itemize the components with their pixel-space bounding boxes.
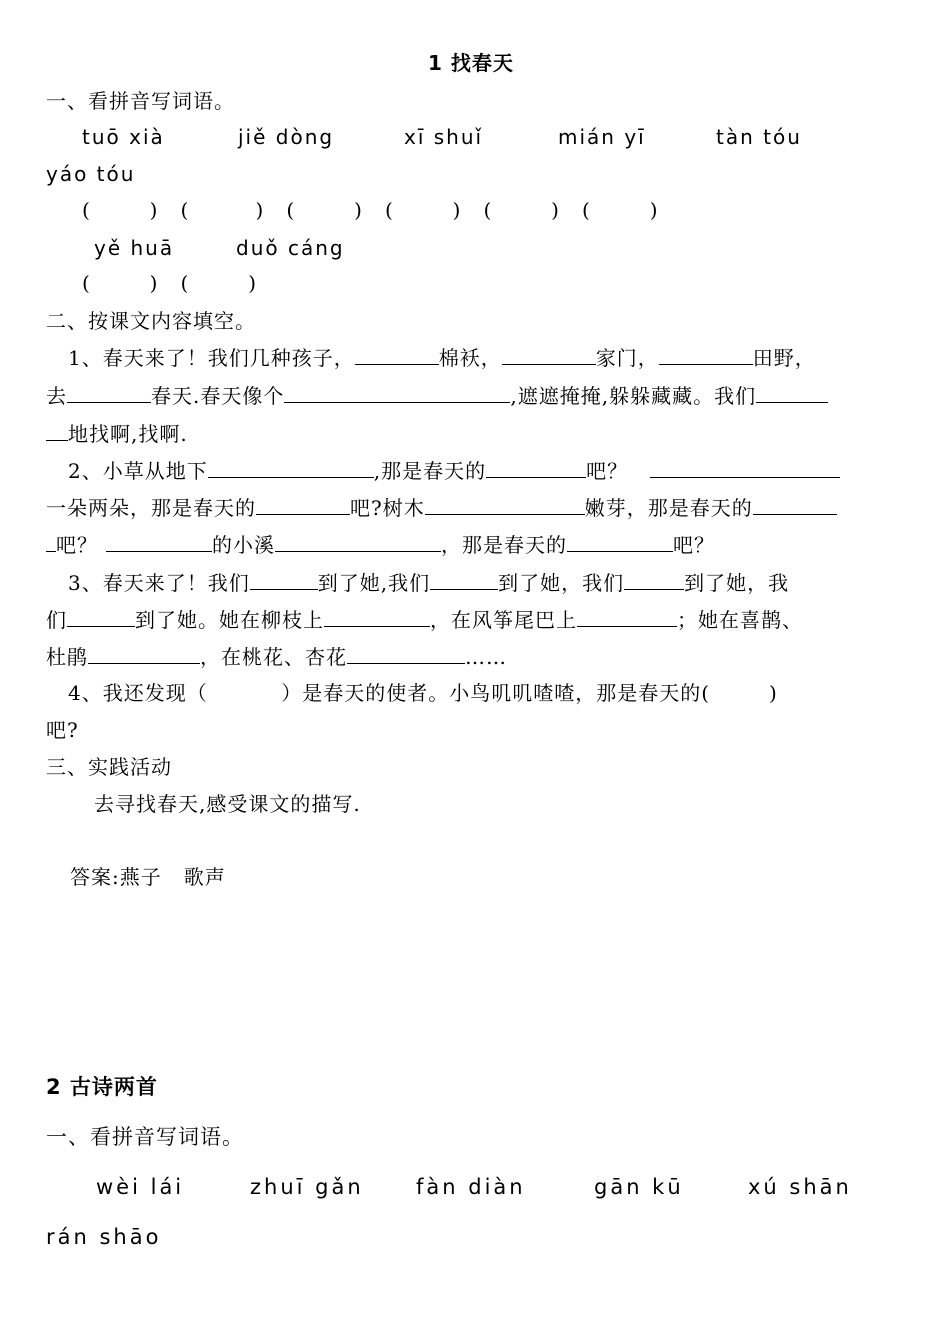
blank[interactable] xyxy=(425,494,585,515)
blank[interactable] xyxy=(753,494,837,515)
blank[interactable] xyxy=(275,531,441,552)
blank[interactable] xyxy=(284,382,510,403)
fill-paragraph-1-line3 xyxy=(46,420,188,447)
fill-paragraph-4-line1[interactable]: 4、我还发现（ ）是春天的使者。小鸟叽叽喳喳，那是春天的( ) xyxy=(68,681,778,705)
section1-q2-heading: 二、按课文内容填空。 xyxy=(46,309,256,333)
pinyin-item: rán shāo xyxy=(46,1225,162,1249)
text: 到了她。她在柳枝上 xyxy=(135,608,324,632)
blank[interactable] xyxy=(567,531,673,552)
pinyin-item: mián yī xyxy=(558,125,646,149)
blank[interactable] xyxy=(650,457,840,478)
answer-brackets-row[interactable]: ( ) ( ) ( ) ( ) ( ) ( ) xyxy=(82,198,659,222)
blank[interactable] xyxy=(67,606,135,627)
blank[interactable] xyxy=(67,382,151,403)
text: 春天.春天像个 xyxy=(151,384,285,408)
text: 到了她，我 xyxy=(684,571,790,595)
pinyin-item: wèi lái xyxy=(96,1175,185,1199)
blank[interactable] xyxy=(256,494,350,515)
answer-brackets-row[interactable]: ( ) ( ) xyxy=(82,271,258,295)
text: 一朵两朵，那是春天的 xyxy=(46,496,256,520)
text: ，在风筝尾巴上 xyxy=(430,608,577,632)
blank[interactable] xyxy=(502,344,596,365)
blank[interactable] xyxy=(659,344,753,365)
fill-paragraph-1-line2 xyxy=(46,382,828,409)
blank[interactable] xyxy=(250,569,318,590)
text: 杜鹃 xyxy=(46,645,88,669)
blank[interactable] xyxy=(624,569,684,590)
text: ，在桃花、杏花 xyxy=(200,645,347,669)
fill-paragraph-3-line1 xyxy=(68,569,789,596)
practice-activity-text: 去寻找春天,感受课文的描写. xyxy=(94,792,361,816)
text: 田野， xyxy=(752,346,816,370)
text: 2、小草从地下 xyxy=(68,459,208,483)
text: 家门， xyxy=(595,346,659,370)
blank[interactable] xyxy=(347,643,465,664)
blank[interactable] xyxy=(324,606,430,627)
pinyin-item: yáo tóu xyxy=(46,162,136,186)
pinyin-item: jiě dòng xyxy=(238,125,335,149)
blank[interactable] xyxy=(355,344,439,365)
fill-paragraph-2-line1 xyxy=(68,457,840,484)
blank[interactable] xyxy=(486,457,586,478)
text: 的小溪 xyxy=(212,533,275,557)
fill-paragraph-4-line2: 吧? xyxy=(46,718,79,742)
text: ,遮遮掩掩,躲躲藏藏。我们 xyxy=(510,384,757,408)
text: …… xyxy=(465,645,507,669)
text: 吧？ xyxy=(56,533,98,557)
text: 3、春天来了！我们 xyxy=(68,571,250,595)
blank[interactable] xyxy=(577,606,677,627)
pinyin-item: tuō xià xyxy=(82,125,165,149)
fill-paragraph-2-line2 xyxy=(46,494,837,521)
text: 地找啊,找啊. xyxy=(68,422,188,446)
pinyin-item: yě huā xyxy=(94,236,175,260)
text: 棉袄， xyxy=(438,346,502,370)
pinyin-item: fàn diàn xyxy=(416,1175,526,1199)
blank[interactable] xyxy=(106,531,212,552)
blank[interactable] xyxy=(46,531,56,552)
fill-paragraph-1-line1 xyxy=(68,344,816,371)
pinyin-item: duǒ cáng xyxy=(236,236,345,260)
text: ，那是春天的 xyxy=(441,533,567,557)
blank[interactable] xyxy=(756,382,828,403)
blank[interactable] xyxy=(46,420,68,441)
text: 们 xyxy=(46,608,67,632)
pinyin-item: xú shān xyxy=(748,1175,852,1199)
text: 到了她,我们 xyxy=(317,571,431,595)
blank[interactable] xyxy=(88,643,200,664)
blank[interactable] xyxy=(208,457,374,478)
text: 嫩芽，那是春天的 xyxy=(584,496,753,520)
text: 1、春天来了！我们几种孩子， xyxy=(68,346,355,370)
pinyin-item: gān kū xyxy=(594,1175,684,1199)
text: ；她在喜鹊、 xyxy=(677,608,803,632)
section2-title: 2 古诗两首 xyxy=(46,1075,158,1099)
pinyin-item: xī shuǐ xyxy=(404,125,484,149)
text: 吧？ xyxy=(673,533,715,557)
fill-paragraph-3-line2 xyxy=(46,606,803,633)
answer-key: 答案:燕子 歌声 xyxy=(70,865,226,889)
section1-q1-heading: 一、看拼音写词语。 xyxy=(46,89,235,113)
text: ,那是春天的 xyxy=(373,459,487,483)
section1-title: 1 找春天 xyxy=(428,51,514,75)
pinyin-item: tàn tóu xyxy=(716,125,802,149)
fill-paragraph-2-line3 xyxy=(46,531,715,558)
text: 吧？ xyxy=(586,459,629,483)
text: 吧?树木 xyxy=(350,496,425,520)
fill-paragraph-3-line3 xyxy=(46,643,507,670)
section2-q1-heading: 一、看拼音写词语。 xyxy=(46,1125,244,1149)
section1-q3-heading: 三、实践活动 xyxy=(46,755,172,779)
text: 到了她，我们 xyxy=(498,571,625,595)
text: 去 xyxy=(46,384,67,408)
blank[interactable] xyxy=(430,569,498,590)
pinyin-item: zhuī gǎn xyxy=(250,1175,364,1199)
